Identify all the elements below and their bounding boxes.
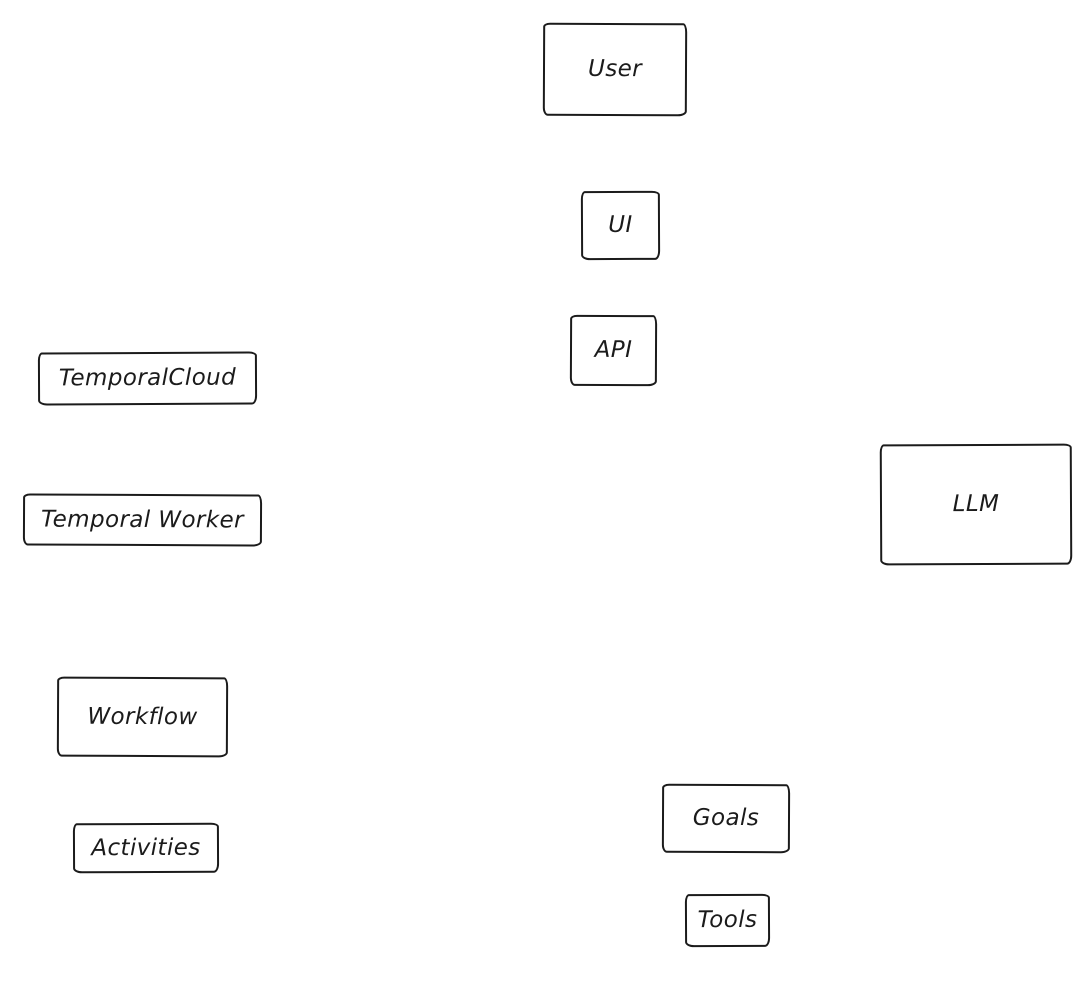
node-workflow[interactable] — [57, 677, 228, 758]
node-temporal-cloud-label: TemporalCloud — [58, 364, 237, 392]
node-temporal-worker[interactable] — [23, 493, 262, 546]
node-api-label: API — [594, 336, 633, 364]
node-tools-label: Tools — [697, 906, 758, 934]
node-activities-label: Activities — [91, 834, 201, 861]
node-ui-label: UI — [608, 211, 633, 239]
node-user-label: User — [587, 55, 643, 83]
node-goals[interactable] — [662, 784, 790, 854]
node-llm-label: LLM — [952, 490, 1000, 518]
node-api[interactable] — [570, 315, 657, 386]
node-tools[interactable] — [685, 894, 770, 947]
node-activities[interactable] — [73, 823, 219, 874]
node-ui[interactable] — [581, 191, 660, 260]
node-temporal-worker-label: Temporal Worker — [40, 506, 244, 533]
node-temporal-cloud[interactable] — [38, 352, 257, 406]
node-workflow-label: Workflow — [87, 703, 198, 730]
node-goals-label: Goals — [692, 804, 760, 832]
node-llm[interactable] — [880, 444, 1073, 566]
node-user[interactable] — [543, 23, 687, 117]
